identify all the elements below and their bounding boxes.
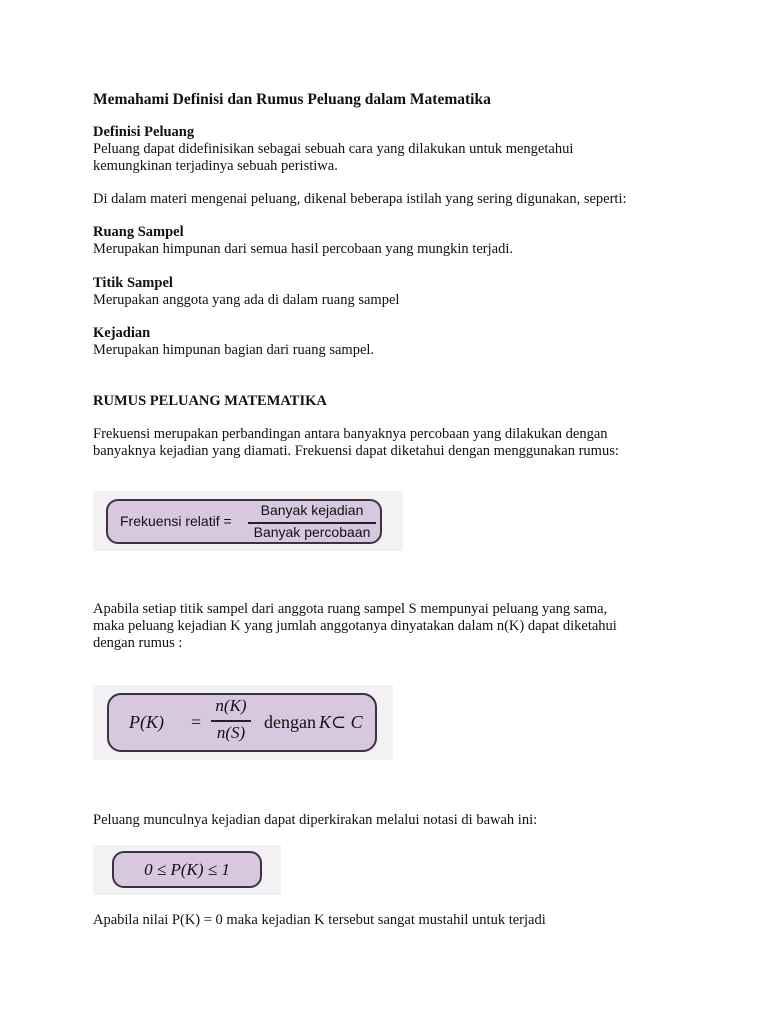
formula1-numerator: Banyak kejadian: [260, 502, 364, 518]
formula2-condition-word: dengan: [264, 712, 316, 732]
ruang-sampel-heading: Ruang Sampel: [93, 224, 184, 240]
frekuensi-text-line2: banyaknya kejadian yang diamati. Frekuensi dapat diketahui dengan menggunakan rumus:: [93, 443, 619, 459]
formula-frekuensi-relatif-image: [93, 491, 403, 551]
formula2-denominator: n(S): [216, 723, 246, 742]
formula3-expression: 0 ≤ P(K) ≤ 1: [144, 860, 230, 879]
ruang-sampel-section: [93, 224, 713, 258]
titik-sampel-text: Merupakan anggota yang ada di dalam ruang sampel: [93, 292, 400, 308]
apabila-nol-text: Apabila nilai P(K) = 0 maka kejadian K tersebut sangat mustahil untuk terjadi: [93, 912, 546, 928]
titik-sampel-heading: Titik Sampel: [93, 275, 173, 291]
formula-range-image: [93, 845, 281, 895]
kejadian-text: Merupakan himpunan bagian dari ruang sampel.: [93, 342, 375, 358]
formula-peluang-box: [107, 693, 377, 752]
ruang-sampel-text: Merupakan himpunan dari semua hasil percobaan yang mungkin terjadi.: [93, 241, 513, 257]
apabila-text-line1: Apabila setiap titik sampel dari anggota ruang sampel S mempunyai peluang yang sama,: [93, 601, 608, 617]
formula-frekuensi-relatif-box: [106, 499, 382, 544]
formula2-equals: =: [191, 712, 202, 732]
formula-range-box: [112, 851, 262, 888]
apabila-paragraph: [93, 601, 713, 652]
formula2-fraction-bar: [211, 720, 251, 722]
formula1-lhs: Frekuensi relatif =: [120, 513, 232, 529]
definisi-text-line1: Peluang dapat didefinisikan sebagai sebuah cara yang dilakukan untuk mengetahui: [93, 141, 574, 157]
kejadian-heading: Kejadian: [93, 325, 151, 341]
page-title: Memahami Definisi dan Rumus Peluang dalam Matematika: [93, 91, 491, 108]
formula2-condition: K⊂ C: [319, 712, 363, 732]
formula1-denominator: Banyak percobaan: [253, 524, 371, 540]
definisi-heading: Definisi Peluang: [93, 124, 195, 140]
intro-istilah-text: Di dalam materi mengenai peluang, dikenal beberapa istilah yang sering digunakan, seperti:: [93, 191, 627, 207]
frekuensi-text-line1: Frekuensi merupakan perbandingan antara banyaknya percobaan yang dilakukan dengan: [93, 426, 608, 442]
apabila-text-line3: dengan rumus :: [93, 635, 183, 651]
formula2-numerator: n(K): [215, 696, 247, 715]
formula2-lhs: P(K): [129, 712, 164, 732]
kejadian-section: [93, 325, 713, 359]
frekuensi-paragraph: [93, 426, 713, 460]
rumus-heading: RUMUS PELUANG MATEMATIKA: [93, 393, 327, 409]
peluang-notasi-text: Peluang munculnya kejadian dapat diperkirakan melalui notasi di bawah ini:: [93, 812, 538, 828]
definisi-text-line2: kemungkinan terjadinya sebuah peristiwa.: [93, 158, 338, 174]
formula-peluang-image: [93, 685, 393, 760]
definisi-section: [93, 124, 713, 175]
titik-sampel-section: [93, 275, 713, 309]
apabila-text-line2: maka peluang kejadian K yang jumlah anggotanya dinyatakan dalam n(K) dapat diketahui: [93, 618, 617, 634]
